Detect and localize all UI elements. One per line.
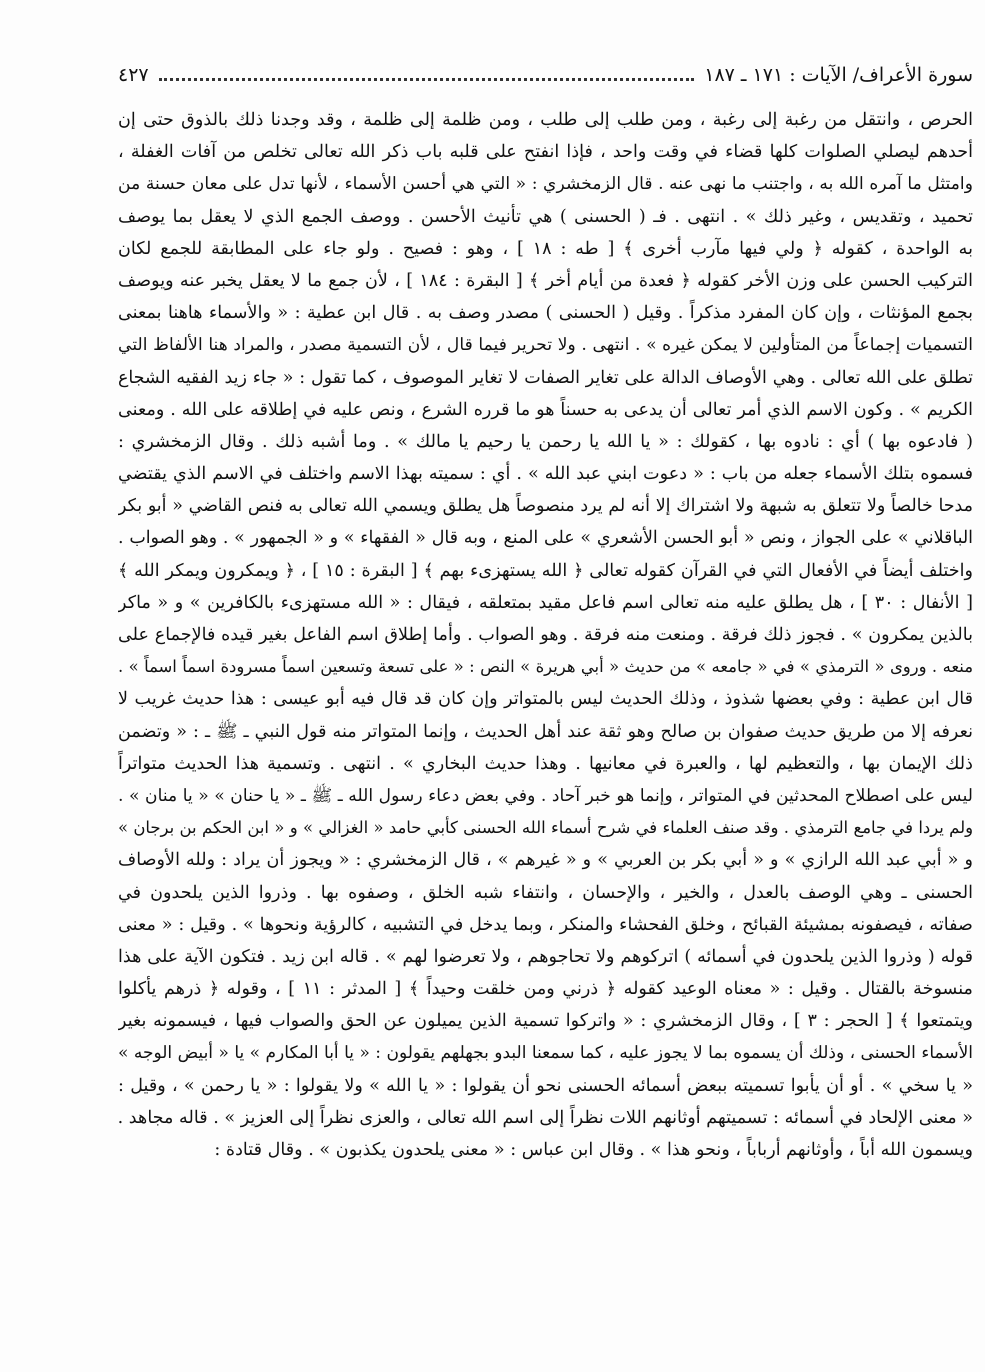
text-line: ذلك الإيمان بها ، والتعظيم لها ، والعبرة في معانيها . وهذا حديث البخاري » . انتهى . وتسمية هذا الحديث متواتراً (118, 753, 973, 774)
text-line: ولم يردا في جامع الترمذي . وقد صنف العلماء في شرح أسماء الله الحسنى كأبي حامد « الغزالي » و « ابن الحكم بن برجان » (118, 818, 973, 838)
text-line: منعه . وروى « الترمذي » في « جامعه » من حديث « أبي هريرة » النص : « على تسعة وتسعين اسماً مسرودة اسماً اسماً » . (118, 657, 973, 677)
text-line: تطلق على الله تعالى . وهي الأوصاف الدالة على تغاير الصفات لا تغاير الموصوف ، كما تقول : « جاء زيد الفقيه الشجاع (118, 367, 973, 388)
text-line: الباقلاني » على الجواز ، ونص « أبو الحسن الأشعري » على المنع ، وبه قال « الفقهاء » و « الجمهور » . وهو الصواب . (118, 528, 973, 549)
text-line: الأسماء الحسنى ، وذلك أن يسموه بما لا يجوز عليه ، كما سمعنا البدو بجهلهم يقولون : « يا أبا المكارم » يا « أبيض الوجه » (118, 1043, 973, 1064)
text-line: منسوخة بالقتال . وقيل : « معناه الوعيد كقوله ﴿ ذرني ومن خلقت وحيداً ﴾ [ المدثر : ١١ ] ، وقوله ﴿ ذرهم يأكلوا (118, 979, 973, 1000)
text-line: قال ابن عطية : وفي بعضها شذوذ ، وذلك الحديث ليس بالمتواتر وإن كان قد قال فيه أبو عيسى : هذا حديث غريب لا (118, 689, 973, 710)
text-line: بجمع المؤنثات ، وإن كان المفرد مذكراً . وقيل ( الحسنى ) مصدر وصف به . قال ابن عطية : « والأسماء هاهنا بمعنى (118, 303, 973, 324)
text-line: صفاته ، فيصفونه بمشيئة القبائح ، وخلق الفحشاء والمنكر ، وبما يدخل في التشبيه ، كالرؤية ونحوها » . وقيل : « معنى (118, 914, 973, 935)
text-line: قوله ( وذروا الذين يلحدون في أسمائه ) اتركوهم ولا تحاجوهم ، ولا تعرضوا لهم » . قاله ابن زيد . فتكون الآية على هذا (118, 946, 973, 967)
text-line: و « أبي عبد الله الرازي » و « أبي بكر بن العربي » و « غيرهم » ، قال الزمخشري : « ويجوز أن يراد : ولله الأوصاف (118, 850, 973, 871)
text-line: وامتثل ما آمره الله به ، واجتنب ما نهى عنه . قال الزمخشري : « التي هي أحسن الأسماء ، لأنها تدل على معان حسنة من (118, 174, 973, 195)
text-line: « يا سخي » . أو أن يأبوا تسميته ببعض أسمائه الحسنى نحو أن يقولوا : « يا الله » ولا يقولوا : « يا رحمن » ، وقيل : (118, 1075, 973, 1096)
text-line: أحدهم ليصلي الصلوات كلها قضاء في وقت واحد ، فإذا انفتح على قلبه باب ذكر الله تعالى تخلص من آفات الغفلة ، (118, 142, 973, 163)
text-line: التسميات إجماعاً من المتأولين لا يمكن غيره » . انتهى . ولا تحرير فيما قال ، لأن التسمية مصدر ، والمراد هنا الألفاظ التي (118, 335, 973, 356)
text-line: فسموه بتلك الأسماء جعله من باب : « دعوت ابني عبد الله » . أي : سميته بهذا الاسم واختلف في الاسم الذي يقتضي (118, 464, 973, 485)
text-line: بالذين يمكرون » . فجوز ذلك فرقة . ومنعت منه فرقة . وهو الصواب . وأما إطلاق اسم الفاعل بغير قيده فالإجماع على (118, 625, 973, 645)
text-line: ليس على اصطلاح المحدثين في المتواتر ، وإنما هو خبر آحاد . وفي بعض دعاء رسول الله ـ ﷺ ـ « يا حنان » « يا منان » . (118, 785, 973, 806)
text-line: الحرص ، وانتقل من رغبة إلى رغبة ، ومن طلب إلى طلب ، ومن ظلمة إلى ظلمة ، وقد وجدنا ذلك بالذوق حتى إن (118, 110, 973, 130)
text-line: مدحا خالصاً ولا تتعلق به شبهة ولا اشتراك إلا أنه لم يرد منصوصاً هل يطلق ويسمي الله تعالى به فنص القاضي « أبو بكر (118, 496, 973, 517)
text-line: « معنى الإلحاد في أسمائه : تسميتهم أوثانهم اللات نظراً إلى اسم الله تعالى ، والعزى نظراً إلى العزيز » . قاله مجاهد . (118, 1107, 973, 1128)
text-line: به الواحدة ، كقوله ﴿ ولي فيها مآرب أخرى ﴾ [ طه : ١٨ ] ، وهو : فصيح . ولو جاء على المطابقة للجمع لكان (118, 238, 973, 259)
text-line: [ الأنفال : ٣٠ ] ، هل يطلق عليه منه تعالى اسم فاعل مقيد بمتعلقه ، فيقال : « الله مستهزىء بالكافرين » و « ماكر (118, 592, 973, 613)
text-line: ويسمون الله أباً ، وأوثانهم أرباباً ، ونحو هذا » . وقال ابن عباس : « معنى يلحدون يكذبون » . وقال قتادة : (214, 1140, 973, 1160)
header-dot-leader (159, 78, 695, 81)
text-line: ( فادعوه بها ) أي : نادوه بها ، كقولك : « يا الله يا رحمن يا رحيم يا مالك » . وما أشبه ذلك . وقال الزمخشري : (118, 431, 973, 452)
text-line: ويتمتعوا ﴾ [ الحجر : ٣ ] ، وقال الزمخشري : « واتركوا تسمية الذين يميلون عن الحق والصواب فيها ، فيسمونه بغير (118, 1011, 973, 1032)
running-header (118, 58, 973, 92)
text-line: واختلف أيضاً في الأفعال التي في القرآن كقوله تعالى ﴿ الله يستهزىء بهم ﴾ [ البقرة : ١٥ ] ، ﴿ ويمكرون ويمكر الله ﴾ (118, 560, 973, 581)
text-line: الكريم » . وكون الاسم الذي أمر تعالى أن يدعى به حسناً هو ما قرره الشرع ، ونص عليه في إطلاقه على الله . ومعنى (118, 399, 973, 420)
header-title: سورة الأعراف/ الآيات : ١٧١ ـ ١٨٧ (704, 64, 973, 86)
text-line: تحميد ، وتقديس ، وغير ذلك » . انتهى . فـ ( الحسنى ) هي تأنيث الأحسن . ووصف الجمع الذي لا يعقل بما يوصف (118, 206, 973, 227)
text-line: التركيب الحسن على وزن الأخر كقوله ﴿ فعدة من أيام أخر ﴾ [ البقرة : ١٨٤ ] ، لأن جمع ما لا يعقل يخبر عنه ويوصف (118, 270, 973, 291)
page-number: ٤٢٧ (118, 64, 149, 86)
text-line: الحسنى ـ وهي الوصف بالعدل ، والخير ، والإحسان ، وانتفاء شبه الخلق ، وصفوه بها . وذروا الذين يلحدون في (118, 882, 973, 903)
text-line: نعرفه إلا من طريق حديث صفوان بن صالح وهو ثقة عند أهل الحديث ، وإنما المتواتر منه قول النبي ـ ﷺ ـ : « وتضمن (118, 721, 973, 742)
body-text (118, 104, 973, 1166)
